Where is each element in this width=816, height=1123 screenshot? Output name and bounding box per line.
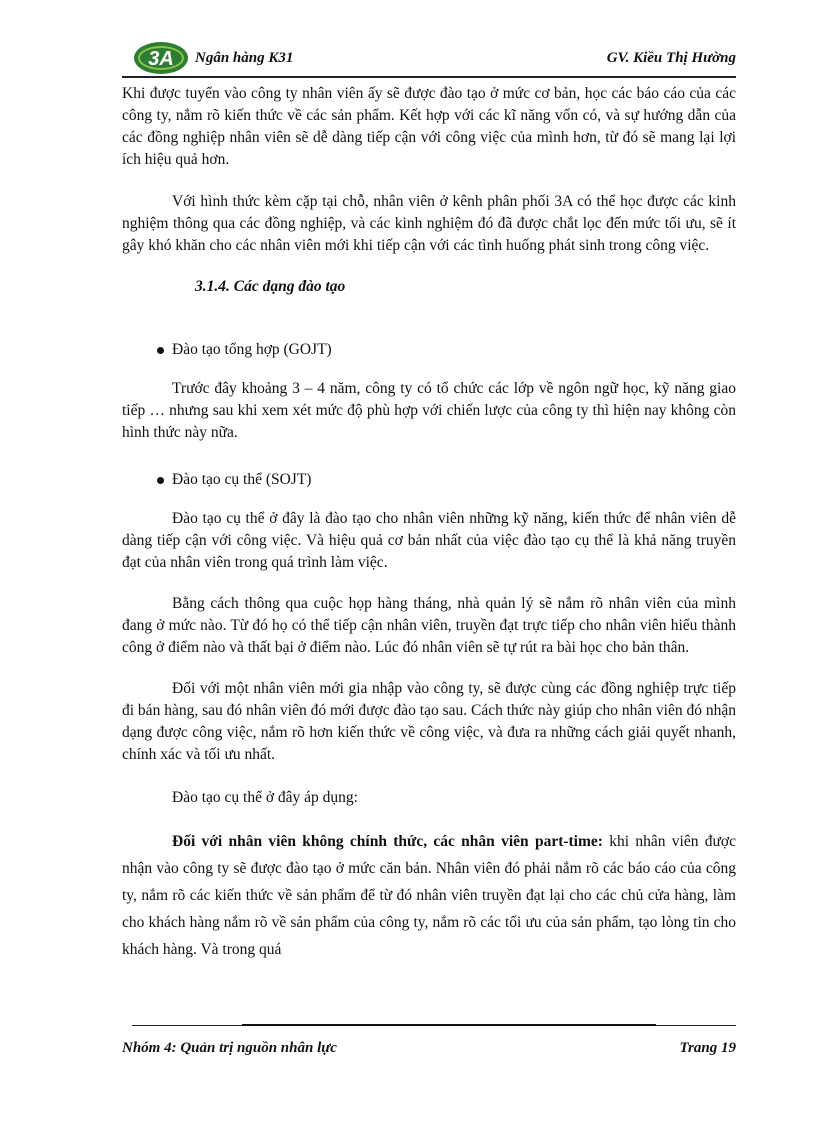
paragraph-meetings: Bằng cách thông qua cuộc họp hàng tháng, nhà quản lý sẽ nắm rõ nhân viên của mình đang ở mức nào. Từ đó họ có thể tiếp cận nhân viên, truyền đạt trực tiếp cho nhân viên hiểu thành công ở điểm nào và thất bại ở điểm nào. Lúc đó nhân viên sẽ tự rút ra bài học cho bản thân. xyxy=(122,595,736,656)
footer-group: Nhóm 4: Quản trị nguồn nhân lực xyxy=(122,1040,337,1056)
paragraph-applies: Đào tạo cụ thể ở đây áp dụng: xyxy=(172,789,358,806)
paragraph-part-time xyxy=(122,828,736,963)
paragraph-new-staff: Đối với một nhân viên mới gia nhập vào công ty, sẽ được cùng các đồng nghiệp trực tiếp đi bán hàng, sau đó nhân viên đó mới được đào tạo sau. Cách thức này giúp cho nhân viên đó nhận dạng được công việc, nắm rõ hơn kiến thức về công việc, và đưa ra những cách giải quyết nhanh, chính xác và tối ưu nhất. xyxy=(122,680,736,763)
bullet-dot-icon xyxy=(157,347,164,354)
footer-divider-bold xyxy=(242,1024,656,1026)
paragraph-intro: Khi được tuyển vào công ty nhân viên ấy sẽ được đào tạo ở mức cơ bản, học các báo cáo của các công ty, nắm rõ kiến thức về các sản phẩm. Kết hợp với các kĩ năng vốn có, và sự hướng dẫn của các đồng nghiệp nhân viên sẽ dễ dàng tiếp cận với công việc của mình hơn, từ đó sẽ mang lại lợi ích hiệu quả hơn. xyxy=(122,85,736,168)
page-number: Trang 19 xyxy=(679,1040,736,1056)
bullet-gojt-label: Đào tạo tổng hợp (GOJT) xyxy=(172,341,332,358)
page-footer xyxy=(122,1021,736,1061)
bullet-dot-icon xyxy=(157,477,164,484)
paragraph-coaching: Với hình thức kèm cặp tại chỗ, nhân viên ở kênh phân phối 3A có thể học được các kinh nghiệm thông qua các đồng nghiệp, và các kinh nghiệm đó đã được chắt lọc đến mức tối ưu, sẽ ít gây khó khăn cho các nhân viên mới khi tiếp cận với các tình huống phát sinh trong công việc. xyxy=(122,193,736,254)
header-instructor: GV. Kiều Thị Hường xyxy=(606,50,736,66)
document-body xyxy=(122,80,736,963)
paragraph-gojt: Trước đây khoảng 3 – 4 năm, công ty có tổ chức các lớp về ngôn ngữ học, kỹ năng giao tiếp … nhưng sau khi xem xét mức độ phù hợp với chiến lược của công ty thì hiện nay không còn hình thức này nữa. xyxy=(122,380,736,441)
header-course: Ngân hàng K31 xyxy=(195,50,294,66)
bullet-sojt xyxy=(122,469,736,491)
part-time-lead: Đối với nhân viên không chính thức, các nhân viên part-time: xyxy=(172,833,603,850)
paragraph-sojt: Đào tạo cụ thể ở đây là đào tạo cho nhân viên những kỹ năng, kiến thức để nhân viên dễ dàng tiếp cận với công việc. Và hiệu quả cơ bản nhất của việc đào tạo cụ thể là khả năng truyền đạt của nhân viên trong quá trình làm việc. xyxy=(122,510,736,571)
header-divider xyxy=(122,76,736,78)
bullet-sojt-label: Đào tạo cụ thể (SOJT) xyxy=(172,471,312,488)
bullet-gojt xyxy=(122,339,736,361)
section-heading: 3.1.4. Các dạng đào tạo xyxy=(195,278,346,295)
logo-3a-icon xyxy=(132,40,190,76)
logo-text: 3A xyxy=(148,48,174,70)
page-header xyxy=(122,38,736,78)
part-time-text: khi nhân viên được nhận vào công ty sẽ được đào tạo ở mức căn bản. Nhân viên đó phải nắm rõ các báo cáo của công ty, nắm rõ các kiến thức về sản phẩm để từ đó nhân viên truyền đạt lại cho các chủ cửa hàng, làm cho khách hàng nắm rõ về sản phẩm của công ty, nắm rõ các tối ưu của sản phẩm, tạo lòng tin cho khách hàng. Và trong quá xyxy=(122,833,736,958)
